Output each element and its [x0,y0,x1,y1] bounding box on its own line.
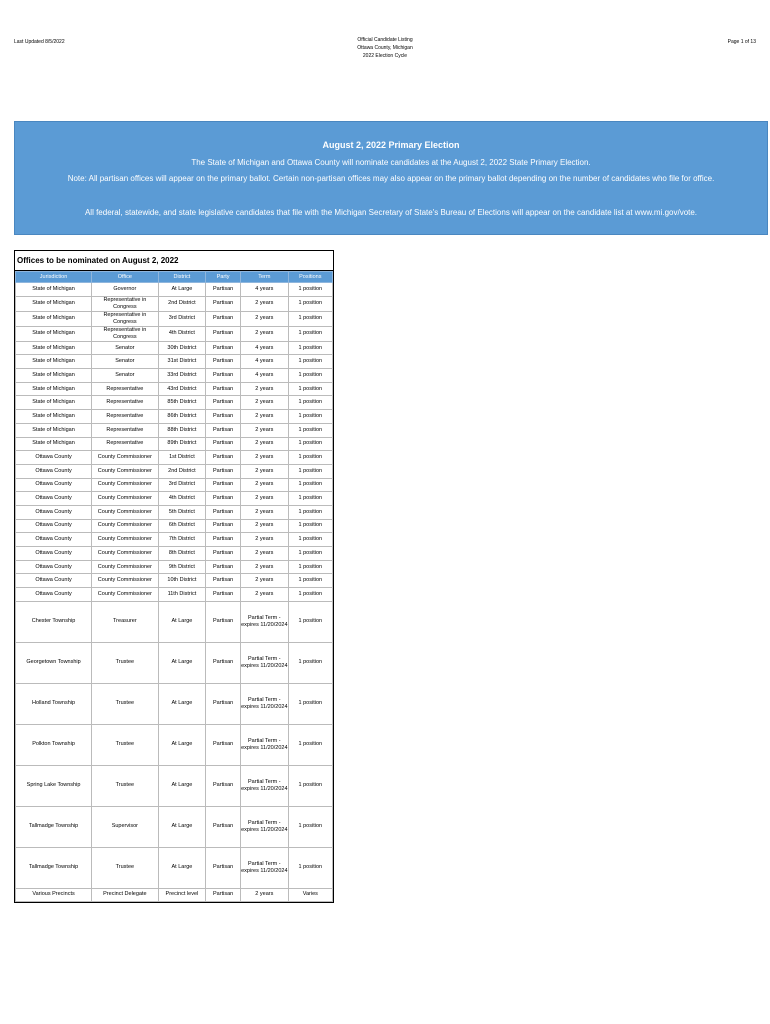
jurisdiction-cell: State of Michigan [16,437,92,451]
office-cell: Trustee [92,683,159,724]
table-row [16,642,333,683]
table-row [16,505,333,519]
office-cell: Representative [92,423,159,437]
district-cell: 6th District [158,519,206,533]
district-cell: At Large [158,847,206,888]
positions-cell: 1 position [288,806,332,847]
table-row [16,724,333,765]
party-cell: Partisan [206,683,241,724]
column-header-district: District [158,272,206,283]
election-banner [14,121,768,235]
party-cell: Partisan [206,806,241,847]
table-row [16,560,333,574]
positions-cell: 1 position [288,588,332,602]
jurisdiction-cell: State of Michigan [16,369,92,383]
heading-line-1: Official Candidate Listing [357,37,413,43]
party-cell: Partisan [206,464,241,478]
office-cell: County Commissioner [92,478,159,492]
jurisdiction-cell: State of Michigan [16,355,92,369]
positions-cell: 1 position [288,326,332,341]
table-row [16,683,333,724]
party-cell: Partisan [206,505,241,519]
jurisdiction-cell: Ottawa County [16,478,92,492]
district-cell: 30th District [158,341,206,355]
term-cell: 2 years [241,382,289,396]
district-cell: 86th District [158,410,206,424]
district-cell: 33rd District [158,369,206,383]
table-row [16,478,333,492]
district-cell: At Large [158,683,206,724]
district-cell: 43rd District [158,382,206,396]
office-cell: Senator [92,355,159,369]
district-cell: At Large [158,283,206,297]
jurisdiction-cell: Georgetown Township [16,642,92,683]
office-cell: County Commissioner [92,505,159,519]
office-cell: County Commissioner [92,547,159,561]
table-row [16,355,333,369]
table-row [16,423,333,437]
table-row [16,601,333,642]
office-cell: Trustee [92,765,159,806]
district-cell: At Large [158,642,206,683]
jurisdiction-cell: Ottawa County [16,464,92,478]
office-cell: Trustee [92,642,159,683]
positions-cell: 1 position [288,642,332,683]
positions-cell: 1 position [288,478,332,492]
table-row [16,574,333,588]
office-cell: County Commissioner [92,492,159,506]
district-cell: 31st District [158,355,206,369]
table-row [16,341,333,355]
district-cell: At Large [158,806,206,847]
party-cell: Partisan [206,888,241,901]
office-cell: Representative [92,410,159,424]
positions-cell: 1 position [288,492,332,506]
office-cell: Representative in Congress [92,311,159,326]
party-cell: Partisan [206,283,241,297]
jurisdiction-cell: Tallmadge Township [16,806,92,847]
office-cell: Supervisor [92,806,159,847]
positions-cell: 1 position [288,423,332,437]
term-cell: 2 years [241,533,289,547]
party-cell: Partisan [206,478,241,492]
positions-cell: 1 position [288,547,332,561]
page-number: Page 1 of 13 [727,39,756,45]
district-cell: 9th District [158,560,206,574]
office-cell: County Commissioner [92,588,159,602]
jurisdiction-cell: Ottawa County [16,547,92,561]
office-cell: County Commissioner [92,519,159,533]
office-cell: County Commissioner [92,451,159,465]
term-cell: 2 years [241,296,289,311]
jurisdiction-cell: State of Michigan [16,410,92,424]
offices-table-container [14,250,334,903]
positions-cell: 1 position [288,451,332,465]
term-cell: 2 years [241,478,289,492]
positions-cell: 1 position [288,464,332,478]
table-row [16,369,333,383]
table-row [16,296,333,311]
positions-cell: 1 position [288,396,332,410]
jurisdiction-cell: Ottawa County [16,560,92,574]
district-cell: 10th District [158,574,206,588]
party-cell: Partisan [206,382,241,396]
district-cell: 4th District [158,326,206,341]
party-cell: Partisan [206,724,241,765]
positions-cell: 1 position [288,437,332,451]
party-cell: Partisan [206,642,241,683]
term-cell: 4 years [241,369,289,383]
term-cell: Partial Term - expires 11/20/2024 [241,765,289,806]
jurisdiction-cell: Ottawa County [16,533,92,547]
positions-cell: 1 position [288,296,332,311]
term-cell: Partial Term - expires 11/20/2024 [241,806,289,847]
party-cell: Partisan [206,311,241,326]
district-cell: Precinct level [158,888,206,901]
positions-cell: 1 position [288,369,332,383]
district-cell: 1st District [158,451,206,465]
party-cell: Partisan [206,423,241,437]
district-cell: 88th District [158,423,206,437]
table-row [16,547,333,561]
jurisdiction-cell: Chester Township [16,601,92,642]
office-cell: County Commissioner [92,574,159,588]
jurisdiction-cell: Ottawa County [16,492,92,506]
positions-cell: Varies [288,888,332,901]
jurisdiction-cell: State of Michigan [16,296,92,311]
positions-cell: 1 position [288,683,332,724]
positions-cell: 1 position [288,601,332,642]
party-cell: Partisan [206,519,241,533]
party-cell: Partisan [206,369,241,383]
term-cell: 2 years [241,464,289,478]
party-cell: Partisan [206,437,241,451]
party-cell: Partisan [206,560,241,574]
district-cell: 8th District [158,547,206,561]
table-row [16,588,333,602]
term-cell: 4 years [241,341,289,355]
positions-cell: 1 position [288,765,332,806]
positions-cell: 1 position [288,533,332,547]
positions-cell: 1 position [288,341,332,355]
jurisdiction-cell: State of Michigan [16,423,92,437]
table-row [16,326,333,341]
term-cell: Partial Term - expires 11/20/2024 [241,724,289,765]
jurisdiction-cell: State of Michigan [16,311,92,326]
office-cell: County Commissioner [92,533,159,547]
table-row [16,382,333,396]
banner-line-2: Note: All partisan offices will appear on the primary ballot. Certain non-partisan offices may also appear on the primary ballot depending on the number of candidates who file for office. [67,174,715,183]
jurisdiction-cell: Ottawa County [16,588,92,602]
office-cell: Representative [92,382,159,396]
office-cell: Senator [92,341,159,355]
offices-table [15,271,333,902]
heading-line-2: Ottawa County, Michigan [357,45,413,51]
table-row [16,451,333,465]
office-cell: Trustee [92,724,159,765]
positions-cell: 1 position [288,410,332,424]
office-cell: County Commissioner [92,560,159,574]
positions-cell: 1 position [288,283,332,297]
term-cell: Partial Term - expires 11/20/2024 [241,683,289,724]
district-cell: 5th District [158,505,206,519]
party-cell: Partisan [206,533,241,547]
table-body [16,283,333,902]
jurisdiction-cell: Tallmadge Township [16,847,92,888]
positions-cell: 1 position [288,724,332,765]
banner-title: August 2, 2022 Primary Election [322,140,460,150]
table-title: Offices to be nominated on August 2, 2022 [15,251,333,271]
table-row [16,847,333,888]
term-cell: 2 years [241,423,289,437]
term-cell: 2 years [241,547,289,561]
office-cell: Representative in Congress [92,296,159,311]
office-cell: Treasurer [92,601,159,642]
district-cell: 3rd District [158,311,206,326]
district-cell: 7th District [158,533,206,547]
party-cell: Partisan [206,765,241,806]
heading-line-3: 2022 Election Cycle [362,53,408,59]
term-cell: 2 years [241,505,289,519]
district-cell: 3rd District [158,478,206,492]
table-row [16,311,333,326]
column-header-positions: Positions [288,272,332,283]
table-row [16,888,333,901]
table-row [16,519,333,533]
office-cell: Representative [92,437,159,451]
positions-cell: 1 position [288,847,332,888]
party-cell: Partisan [206,326,241,341]
positions-cell: 1 position [288,355,332,369]
term-cell: 2 years [241,451,289,465]
office-cell: Senator [92,369,159,383]
table-row [16,806,333,847]
column-header-jurisdiction: Jurisdiction [16,272,92,283]
office-cell: County Commissioner [92,464,159,478]
jurisdiction-cell: Polkton Township [16,724,92,765]
term-cell: 2 years [241,437,289,451]
district-cell: At Large [158,601,206,642]
term-cell: 4 years [241,355,289,369]
table-row [16,464,333,478]
district-cell: 85th District [158,396,206,410]
banner-line-3: All federal, statewide, and state legislative candidates that file with the Michigan Secretary of State's Bureau of Elections will appear on the candidate list at www.mi.gov/vote. [84,208,698,217]
term-cell: 2 years [241,410,289,424]
positions-cell: 1 position [288,311,332,326]
party-cell: Partisan [206,588,241,602]
district-cell: At Large [158,724,206,765]
term-cell: 2 years [241,888,289,901]
term-cell: Partial Term - expires 11/20/2024 [241,847,289,888]
jurisdiction-cell: Various Precincts [16,888,92,901]
jurisdiction-cell: Ottawa County [16,574,92,588]
positions-cell: 1 position [288,560,332,574]
term-cell: 2 years [241,396,289,410]
positions-cell: 1 position [288,382,332,396]
term-cell: 2 years [241,560,289,574]
party-cell: Partisan [206,601,241,642]
column-header-party: Party [206,272,241,283]
term-cell: 2 years [241,311,289,326]
jurisdiction-cell: State of Michigan [16,341,92,355]
jurisdiction-cell: State of Michigan [16,326,92,341]
party-cell: Partisan [206,574,241,588]
term-cell: 2 years [241,492,289,506]
jurisdiction-cell: Ottawa County [16,505,92,519]
term-cell: 4 years [241,283,289,297]
office-cell: Governor [92,283,159,297]
column-header-office: Office [92,272,159,283]
table-row [16,396,333,410]
jurisdiction-cell: State of Michigan [16,382,92,396]
office-cell: Representative [92,396,159,410]
party-cell: Partisan [206,355,241,369]
party-cell: Partisan [206,396,241,410]
table-row [16,492,333,506]
jurisdiction-cell: State of Michigan [16,283,92,297]
party-cell: Partisan [206,451,241,465]
table-row [16,283,333,297]
document-heading [300,36,470,60]
office-cell: Representative in Congress [92,326,159,341]
positions-cell: 1 position [288,519,332,533]
jurisdiction-cell: Ottawa County [16,519,92,533]
term-cell: 2 years [241,519,289,533]
district-cell: 2nd District [158,464,206,478]
office-cell: Trustee [92,847,159,888]
party-cell: Partisan [206,847,241,888]
jurisdiction-cell: Spring Lake Township [16,765,92,806]
table-row [16,765,333,806]
banner-line-1: The State of Michigan and Ottawa County will nominate candidates at the August 2, 2022 State Primary Election. [191,158,591,167]
party-cell: Partisan [206,547,241,561]
party-cell: Partisan [206,296,241,311]
party-cell: Partisan [206,410,241,424]
column-header-term: Term [241,272,289,283]
last-updated: Last Updated 8/5/2022 [14,39,65,45]
district-cell: At Large [158,765,206,806]
jurisdiction-cell: State of Michigan [16,396,92,410]
party-cell: Partisan [206,341,241,355]
term-cell: 2 years [241,326,289,341]
positions-cell: 1 position [288,505,332,519]
positions-cell: 1 position [288,574,332,588]
district-cell: 11th District [158,588,206,602]
table-row [16,533,333,547]
office-cell: Precinct Delegate [92,888,159,901]
district-cell: 2nd District [158,296,206,311]
district-cell: 89th District [158,437,206,451]
term-cell: Partial Term - expires 11/20/2024 [241,642,289,683]
table-header-row [16,272,333,283]
term-cell: Partial Term - expires 11/20/2024 [241,601,289,642]
jurisdiction-cell: Ottawa County [16,451,92,465]
jurisdiction-cell: Holland Township [16,683,92,724]
table-row [16,410,333,424]
district-cell: 4th District [158,492,206,506]
term-cell: 2 years [241,588,289,602]
term-cell: 2 years [241,574,289,588]
party-cell: Partisan [206,492,241,506]
table-row [16,437,333,451]
